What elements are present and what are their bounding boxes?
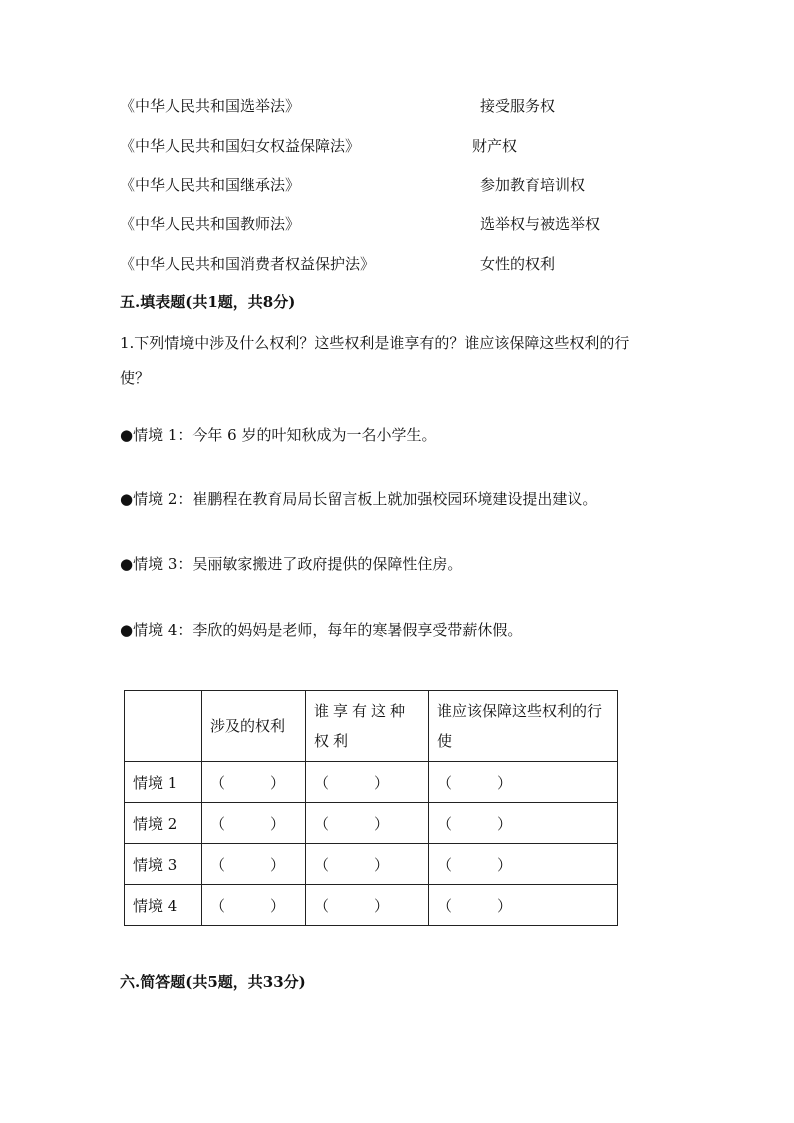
right-item: 女性的权利	[480, 255, 556, 273]
question-text: 1.下列情境中涉及什么权利？这些权利是谁享有的？谁应该保障这些权利的行	[120, 334, 630, 352]
answer-blank[interactable]: （ ）	[306, 885, 429, 926]
row-label: 情境 3	[125, 844, 202, 885]
answer-blank[interactable]: （ ）	[429, 885, 618, 926]
table-header-cell	[125, 691, 202, 762]
row-label: 情境 2	[125, 803, 202, 844]
section-title: 五.填表题(共1题，共8分)	[120, 293, 296, 311]
table-row	[125, 844, 618, 885]
scenario-text: ●情境 2：崔鹏程在教育局局长留言板上就加强校园环境建设提出建议。	[120, 490, 598, 508]
table-header-cell: 谁应该保障这些权利的行使	[429, 691, 618, 762]
scenario-text: ●情境 3：吴丽敏家搬进了政府提供的保障性住房。	[120, 555, 463, 573]
scenario-text: ●情境 4：李欣的妈妈是老师，每年的寒暑假享受带薪休假。	[120, 621, 523, 639]
answer-blank[interactable]: （ ）	[429, 844, 618, 885]
law-item: 《中华人民共和国教师法》	[120, 215, 301, 233]
table-row	[125, 803, 618, 844]
law-item: 《中华人民共和国继承法》	[120, 176, 301, 194]
row-label: 情境 1	[125, 762, 202, 803]
right-item: 接受服务权	[480, 97, 556, 115]
scenario-text: ●情境 1：今年 6 岁的叶知秋成为一名小学生。	[120, 426, 437, 444]
right-item: 参加教育培训权	[480, 176, 586, 194]
table-header-row	[125, 691, 618, 762]
row-label: 情境 4	[125, 885, 202, 926]
law-item: 《中华人民共和国妇女权益保障法》	[120, 137, 361, 155]
section-title: 六.简答题(共5题，共33分)	[120, 973, 306, 991]
answer-blank[interactable]: （ ）	[429, 762, 618, 803]
answer-blank[interactable]: （ ）	[202, 885, 306, 926]
law-item: 《中华人民共和国消费者权益保护法》	[120, 255, 376, 273]
right-item: 财产权	[472, 137, 518, 155]
answer-blank[interactable]: （ ）	[202, 844, 306, 885]
fill-in-table	[124, 690, 618, 926]
answer-blank[interactable]: （ ）	[202, 803, 306, 844]
answer-blank[interactable]: （ ）	[306, 803, 429, 844]
answer-blank[interactable]: （ ）	[306, 844, 429, 885]
right-item: 选举权与被选举权	[480, 215, 601, 233]
table-row	[125, 885, 618, 926]
table-header-cell: 涉及的权利	[202, 691, 306, 762]
table-row	[125, 762, 618, 803]
answer-blank[interactable]: （ ）	[306, 762, 429, 803]
answer-blank[interactable]: （ ）	[202, 762, 306, 803]
law-item: 《中华人民共和国选举法》	[120, 97, 301, 115]
table-header-cell: 谁享有这种权利	[306, 691, 429, 762]
question-text: 使？	[120, 369, 151, 387]
answer-blank[interactable]: （ ）	[429, 803, 618, 844]
